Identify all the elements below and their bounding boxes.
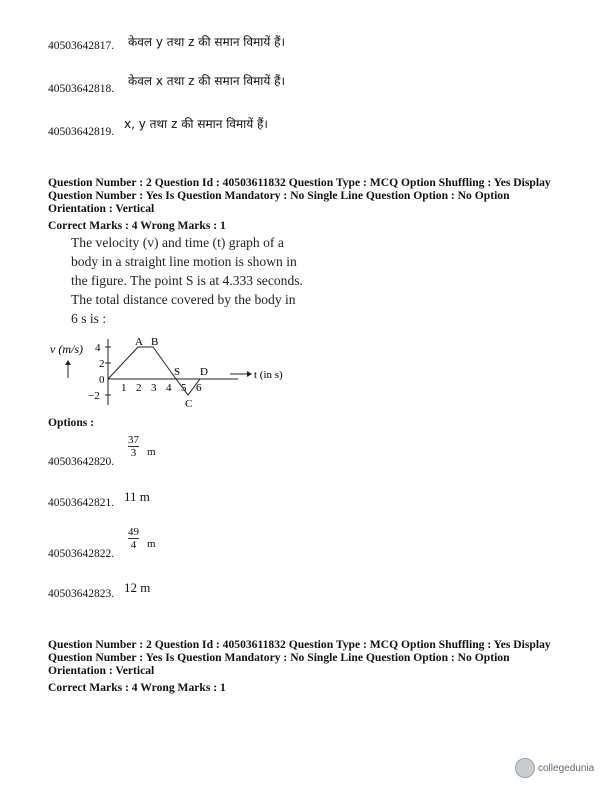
option-text: x, y तथा z की समान विमायें हैं। xyxy=(124,117,268,131)
fraction-denominator: 3 xyxy=(128,446,139,459)
question-text-line: the figure. The point S is at 4.333 seconds. xyxy=(71,273,303,288)
point-label: B xyxy=(151,336,159,348)
y-tick-label: 4 xyxy=(95,342,101,354)
header-line: Orientation : Vertical xyxy=(48,202,155,215)
options-label: Options : xyxy=(48,416,95,429)
question-text-line: body in a straight line motion is shown in xyxy=(71,254,297,269)
x-axis-label: t (in s) xyxy=(254,369,283,381)
option-text: केवल x तथा z की समान विमायें हैं। xyxy=(128,74,286,88)
option-id: 40503642820. xyxy=(48,456,115,468)
option-fraction xyxy=(128,434,156,461)
right-arrow-head-icon xyxy=(247,371,252,377)
question-header xyxy=(48,638,568,677)
option-id: 40503642823. xyxy=(48,588,115,600)
brand-name: collegedunia xyxy=(538,762,595,774)
up-arrow-head-icon xyxy=(65,360,71,365)
option-unit: m xyxy=(147,538,156,551)
option-text: केवल y तथा z की समान विमायें हैं। xyxy=(128,35,286,49)
option-id: 40503642819. xyxy=(48,126,115,138)
question-text xyxy=(71,233,321,328)
question-text-line: 6 s is : xyxy=(71,311,107,326)
option-fraction xyxy=(128,526,156,553)
option-id: 40503642817. xyxy=(48,40,115,52)
y-tick-label: 2 xyxy=(99,358,105,370)
question-text-line: The velocity (v) and time (t) graph of a xyxy=(71,235,284,250)
option-id: 40503642821. xyxy=(48,497,115,509)
x-tick-label: 1 xyxy=(121,382,127,394)
y-tick-label: 0 xyxy=(99,374,105,386)
y-axis-label: v (m/s) xyxy=(50,342,83,356)
point-label: A xyxy=(135,336,143,348)
option-unit: m xyxy=(147,446,156,459)
header-line: Question Number : Yes Is Question Mandatory : No Single Line Question Option : No Option xyxy=(48,651,510,664)
option-id: 40503642818. xyxy=(48,83,115,95)
fraction-numerator: 37 xyxy=(128,434,139,446)
question-header xyxy=(48,176,568,215)
x-tick-label: 5 xyxy=(181,382,187,394)
marks-line: Correct Marks : 4 Wrong Marks : 1 xyxy=(48,681,226,694)
point-label: D xyxy=(200,366,208,378)
question-text-line: The total distance covered by the body in xyxy=(71,292,296,307)
mascot-icon xyxy=(515,758,535,778)
fraction-denominator: 4 xyxy=(128,538,139,551)
x-tick-label: 4 xyxy=(166,382,172,394)
option-id: 40503642822. xyxy=(48,548,115,560)
x-tick-label: 6 xyxy=(196,382,202,394)
header-line: Question Number : Yes Is Question Mandatory : No Single Line Question Option : No Option xyxy=(48,189,510,202)
header-line: Question Number : 2 Question Id : 40503611832 Question Type : MCQ Option Shuffling : Yes Display xyxy=(48,176,551,189)
x-tick-label: 3 xyxy=(151,382,157,394)
fraction-numerator: 49 xyxy=(128,526,139,538)
watermark-logo xyxy=(515,758,594,778)
x-tick-label: 2 xyxy=(136,382,142,394)
velocity-time-graph xyxy=(48,333,318,413)
header-line: Orientation : Vertical xyxy=(48,664,155,677)
header-line: Question Number : 2 Question Id : 40503611832 Question Type : MCQ Option Shuffling : Yes Display xyxy=(48,638,551,651)
point-label: C xyxy=(185,398,193,410)
marks-line: Correct Marks : 4 Wrong Marks : 1 xyxy=(48,219,226,232)
option-text: 12 m xyxy=(124,580,151,595)
y-tick-label: −2 xyxy=(88,390,100,402)
point-label: S xyxy=(174,366,181,378)
option-text: 11 m xyxy=(124,489,150,504)
